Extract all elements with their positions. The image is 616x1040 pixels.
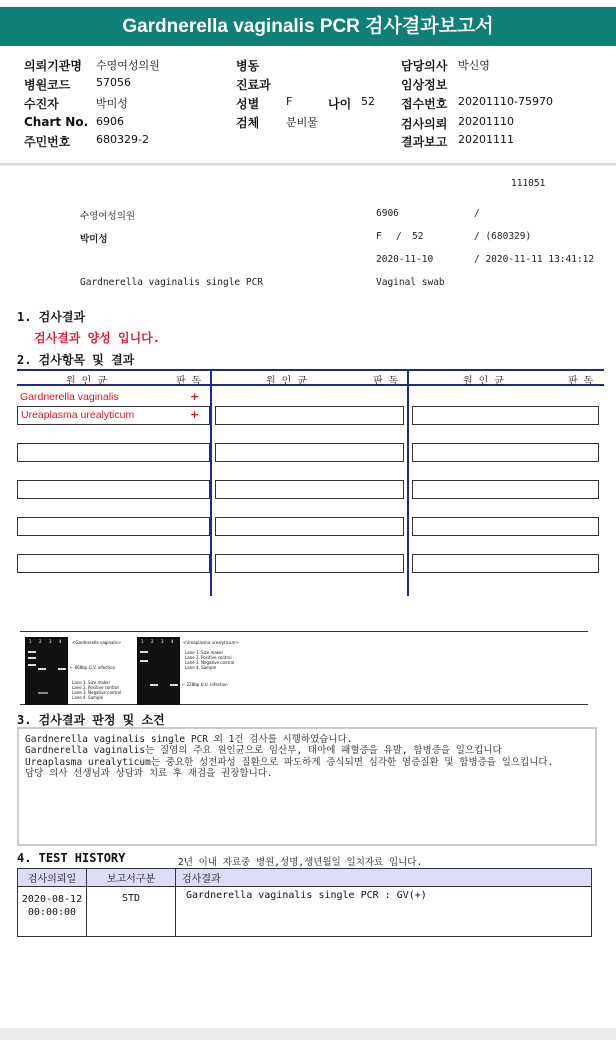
gv-gel bbox=[25, 637, 68, 705]
history-header: 보고서구분 bbox=[87, 869, 176, 887]
column-divider bbox=[407, 369, 409, 596]
sex-label: 성별 bbox=[236, 97, 260, 111]
gel-band bbox=[28, 664, 36, 666]
section3-title: 3. 검사결과 판정 및 소견 bbox=[17, 713, 165, 727]
judgment-positive: + bbox=[190, 390, 200, 403]
legend-item: Lane 4. Sample bbox=[72, 695, 104, 700]
page-footer-band bbox=[0, 1028, 616, 1040]
result-cell bbox=[215, 554, 404, 573]
legend-item: Lane 1. Size maker bbox=[185, 650, 224, 655]
result-cell bbox=[17, 480, 210, 499]
judgment-positive: + bbox=[190, 408, 200, 421]
meta-date-request: 2020-11-10 bbox=[376, 254, 434, 265]
report-title: Gardnerella vaginalis PCR 검사결과보고서 bbox=[0, 7, 616, 46]
code-value: 57056 bbox=[96, 76, 131, 89]
gv-title: <Gardnerella vaginalis> bbox=[72, 640, 122, 645]
meta-chart: 6906 bbox=[376, 208, 399, 219]
result-cell bbox=[215, 480, 404, 499]
gel-band bbox=[140, 651, 148, 653]
specimen-label: 검체 bbox=[236, 116, 260, 130]
legend-item: Lane 1. Size maker bbox=[72, 680, 111, 685]
gel-band bbox=[58, 668, 66, 670]
lane-number: 2 bbox=[39, 639, 42, 644]
table-top-rule bbox=[17, 369, 604, 371]
history-table bbox=[17, 868, 592, 937]
receipt-value: 20201110-75970 bbox=[458, 95, 553, 108]
divider bbox=[0, 165, 616, 166]
lane-number: 3 bbox=[49, 639, 52, 644]
lane-number: 2 bbox=[151, 639, 154, 644]
opinion-line: Gardnerella vaginalis는 질염의 주요 원인균으로 임산부, 태아에 패혈증을 유발, 합병증을 일으킵니다 bbox=[25, 745, 502, 756]
history-result: Gardnerella vaginalis single PCR : GV(+) bbox=[176, 887, 592, 937]
legend-item: Lane 2. Positive control bbox=[185, 655, 232, 660]
history-date-cell bbox=[18, 887, 87, 937]
history-header: 검사의뢰일 bbox=[18, 869, 87, 887]
meta-slash: / bbox=[474, 208, 480, 219]
opinion-box bbox=[17, 727, 597, 846]
gel-band bbox=[150, 684, 158, 686]
history-date: 2020-08-12 bbox=[21, 894, 83, 905]
report-label: 결과보고 bbox=[401, 135, 448, 149]
institution-value: 수영여성의원 bbox=[96, 59, 160, 72]
meta-test: Gardnerella vaginalis single PCR bbox=[80, 277, 264, 288]
receipt-label: 접수번호 bbox=[401, 97, 448, 111]
result-cell bbox=[215, 406, 404, 425]
section2-title: 2. 검사항목 및 결과 bbox=[17, 353, 135, 367]
lane-number: 4 bbox=[171, 639, 174, 644]
meta-institution: 수영여성의원 bbox=[80, 211, 136, 222]
age-label: 나이 bbox=[328, 97, 352, 111]
meta-date-report: / 2020-11-11 13:41:12 bbox=[474, 254, 595, 265]
col-judgment-header: 판 독 bbox=[176, 376, 202, 387]
code-label: 병원코드 bbox=[24, 78, 71, 92]
age-value: 52 bbox=[361, 95, 375, 108]
lane-number: 1 bbox=[141, 639, 144, 644]
ward-label: 병동 bbox=[236, 59, 260, 73]
sex-value: F bbox=[286, 95, 293, 108]
opinion-line: Ureaplasma urealyticum는 중요한 성전파성 질환으로 파도하게 증식되면 심각한 염증질환 및 합병증을 일으킵니다. bbox=[25, 757, 554, 768]
uu-gel bbox=[137, 637, 180, 705]
result-cell bbox=[412, 480, 599, 499]
patient-label: 수진자 bbox=[24, 97, 59, 111]
meta-rrn: / (680329) bbox=[474, 231, 532, 242]
request-label: 검사의뢰 bbox=[401, 117, 448, 131]
col-organism-header: 원 인 균 bbox=[66, 376, 108, 387]
result-cell bbox=[17, 517, 210, 536]
organism-name: Gardnerella vaginalis bbox=[20, 391, 119, 403]
uu-band-label: ← 228bp U.U. infection bbox=[182, 682, 228, 687]
rrn-label: 주민번호 bbox=[24, 135, 71, 149]
col-judgment-header: 판 독 bbox=[568, 376, 594, 387]
report-number: 111051 bbox=[511, 178, 546, 189]
gv-band-label: ← 668bp G.V. infection bbox=[70, 665, 116, 670]
gel-band bbox=[140, 660, 148, 662]
history-time: 00:00:00 bbox=[27, 907, 77, 918]
gel-bottom-rule bbox=[20, 704, 588, 705]
gel-band bbox=[38, 692, 48, 694]
lane-number: 1 bbox=[29, 639, 32, 644]
lane-number: 3 bbox=[161, 639, 164, 644]
chart-label: Chart No. bbox=[24, 115, 89, 129]
meta-age: 52 bbox=[412, 231, 424, 242]
opinion-line: Gardnerella vaginalis single PCR 외 1건 검사를 시행하였습니다. bbox=[25, 734, 353, 745]
opinion-line: 담당 의사 선생님과 상담과 치료 후 재검을 권장합니다. bbox=[25, 768, 273, 779]
history-row bbox=[18, 887, 592, 937]
column-divider bbox=[210, 369, 212, 596]
report-date: 20201111 bbox=[458, 133, 514, 146]
gel-band bbox=[28, 657, 36, 659]
doctor-value: 박신영 bbox=[458, 59, 490, 72]
col-organism-header: 원 인 균 bbox=[463, 376, 505, 387]
gel-band bbox=[28, 651, 36, 653]
section1-title: 1. 검사결과 bbox=[17, 310, 86, 324]
gel-top-rule bbox=[20, 631, 588, 632]
meta-specimen: Vaginal swab bbox=[376, 277, 445, 288]
meta-slash: / bbox=[396, 231, 402, 242]
gel-band bbox=[38, 668, 46, 670]
legend-item: Lane 4. Sample bbox=[185, 665, 217, 670]
history-note: 2년 이내 자료중 병원,성명,생년월일 일치자료 입니다. bbox=[178, 857, 423, 868]
result-cell bbox=[215, 443, 404, 462]
col-organism-header: 원 인 균 bbox=[266, 376, 308, 387]
clinical-label: 임상정보 bbox=[401, 78, 448, 92]
rrn-value: 680329-2 bbox=[96, 133, 149, 146]
lane-number: 4 bbox=[59, 639, 62, 644]
legend-item: Lane 2. Positive control bbox=[72, 685, 119, 690]
result-cell bbox=[215, 517, 404, 536]
uu-title: <Ureaplasma urealyticum> bbox=[183, 640, 239, 645]
result-summary: 검사결과 양성 입니다. bbox=[34, 331, 161, 345]
meta-sex: F bbox=[376, 231, 382, 242]
patient-value: 박미성 bbox=[96, 97, 128, 110]
legend-item: Lane 3. Negative control bbox=[72, 690, 122, 695]
result-cell bbox=[412, 517, 599, 536]
section4-title: 4. TEST HISTORY bbox=[17, 851, 126, 865]
chart-value: 6906 bbox=[96, 115, 124, 128]
doctor-label: 담당의사 bbox=[401, 59, 448, 73]
meta-patient: 박미성 bbox=[80, 234, 108, 245]
request-date: 20201110 bbox=[458, 115, 514, 128]
result-cell bbox=[17, 554, 210, 573]
specimen-value: 분비물 bbox=[286, 116, 318, 129]
institution-label: 의뢰기관명 bbox=[24, 59, 82, 73]
result-cell bbox=[412, 554, 599, 573]
dept-label: 진료과 bbox=[236, 78, 271, 92]
history-header: 검사결과 bbox=[176, 869, 592, 887]
result-cell bbox=[17, 443, 210, 462]
col-judgment-header: 판 독 bbox=[373, 376, 399, 387]
organism-name: Ureaplasma urealyticum bbox=[21, 409, 135, 421]
result-cell bbox=[412, 443, 599, 462]
gel-band bbox=[170, 684, 178, 686]
legend-item: Lane 3. Negative control bbox=[185, 660, 235, 665]
history-type: STD bbox=[87, 887, 176, 937]
result-cell bbox=[412, 406, 599, 425]
